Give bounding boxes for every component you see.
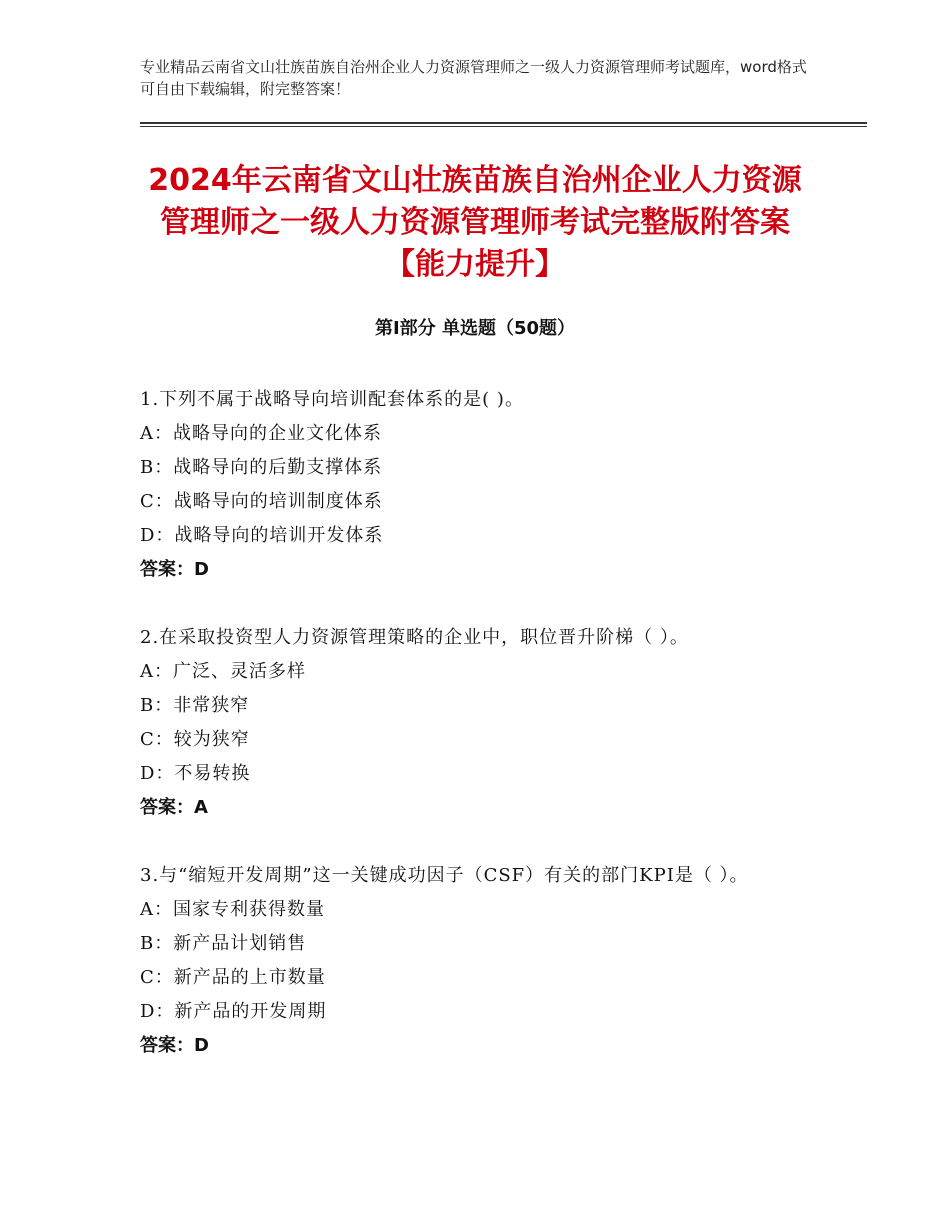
option-d: D：新产品的开发周期 xyxy=(140,1001,327,1022)
option-b: B：新产品计划销售 xyxy=(140,933,307,954)
document-title: 2024年云南省文山壮族苗族自治州企业人力资源管理师之一级人力资源管理师考试完整版附答案【能力提升】 xyxy=(148,163,802,282)
question-stem: 3.与“缩短开发周期”这一关键成功因子（CSF）有关的部门KPI是（ ）。 xyxy=(140,865,749,886)
option-a: A：广泛、灵活多样 xyxy=(140,661,306,682)
answer: 答案：A xyxy=(140,797,208,818)
option-c: C：新产品的上市数量 xyxy=(140,967,326,988)
header-note: 专业精品云南省文山壮族苗族自治州企业人力资源管理师之一级人力资源管理师考试题库，word格式可自由下载编辑，附完整答案！ xyxy=(140,58,807,98)
question-list xyxy=(140,383,820,1097)
question-stem: 2.在采取投资型人力资源管理策略的企业中，职位晋升阶梯（ ）。 xyxy=(140,627,689,648)
option-b: B：战略导向的后勤支撑体系 xyxy=(140,457,383,478)
option-b: B：非常狭窄 xyxy=(140,695,250,716)
question-2 xyxy=(140,621,820,825)
option-a: A：战略导向的企业文化体系 xyxy=(140,423,382,444)
option-c: C：战略导向的培训制度体系 xyxy=(140,491,383,512)
question-stem: 1.下列不属于战略导向培训配套体系的是( )。 xyxy=(140,389,524,410)
header-divider xyxy=(140,122,867,124)
option-d: D：战略导向的培训开发体系 xyxy=(140,525,384,546)
option-c: C：较为狭窄 xyxy=(140,729,250,750)
header-divider-thin xyxy=(140,126,867,127)
option-d: D：不易转换 xyxy=(140,763,251,784)
section-heading: 第Ⅰ部分 单选题（50题） xyxy=(374,318,575,339)
option-a: A：国家专利获得数量 xyxy=(140,899,325,920)
answer: 答案：D xyxy=(140,559,209,580)
question-3 xyxy=(140,859,820,1063)
answer: 答案：D xyxy=(140,1035,209,1056)
question-1 xyxy=(140,383,820,587)
